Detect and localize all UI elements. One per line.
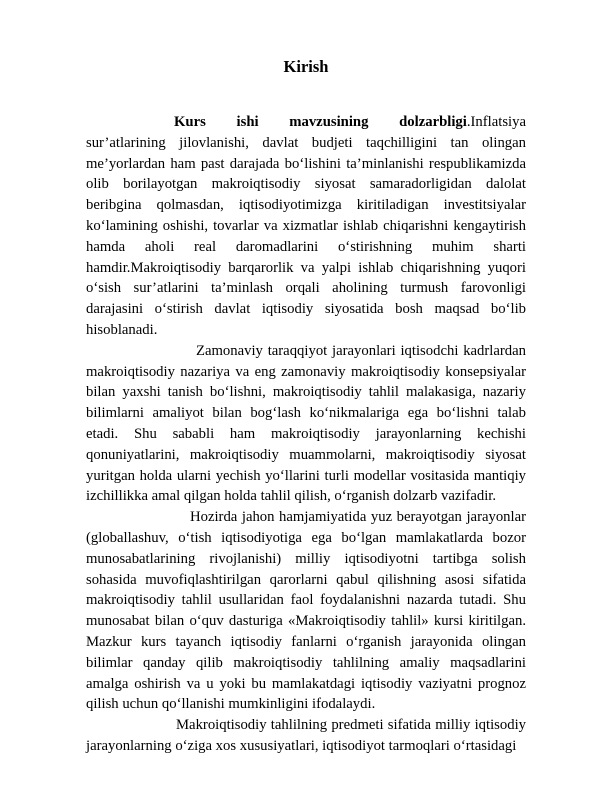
paragraph-3: Hozirda jahon hamjamiyatida yuz berayotgan jarayonlar (globallashuv, o‘tish iqtisodiyotiga ega bo‘lgan mamlakatlarda bozor munosabatlarining rivojlanishi) milliy iqtisodiyotni tartibga solish sohasida muvofiqlashtirilgan qarorlarni qabul qilishning asosi sifatida makroiqtisodiy tahlil usullaridan faol foydalanishni nazarda tutadi. Shu munosabat bilan o‘quv dasturiga «Makroiqtisodiy tahlil» kursi kiritilgan. Mazkur kurs tayanch iqtisodiy fanlarni o‘rganish jarayonida olingan bilimlar qanday qilib makroiqtisodiy tahlilning amaliy maqsadlarini amalga oshirish va u yoki bu mamlakatdagi iqtisodiy vaziyatni prognoz qilish uchun qo‘llanishi mumkinligini ifodalaydi.	[86, 509, 526, 713]
paragraph-1-text: .Inflatsiya sur’atlarining jilovlanishi, davlat budjeti taqchilligini tan olingan me’yorlardan ham past darajada bo‘lishini ta’minlanishi respublikamizda olib borilayotgan makroiqtisodiy siyosat samaradorligidan dalolat beribgina qolmasdan, iqtisodiyotimizga kiritiladigan investitsiyalar ko‘lamining oshishi, tovarlar va xizmatlar ishlab chiqarishni kengaytirish hamda aholi real daromadlarini o‘stirishning muhim sharti hamdir.Makroiqtisodiy barqarorlik va yalpi ishlab chiqarishning yuqori o‘sish sur’atlarini ta’minlash orqali aholining turmush farovonligi darajasini o‘stirish davlat iqtisodiy siyosatida bosh maqsad bo‘lib hisoblanadi.	[86, 114, 526, 338]
paragraph-2: Zamonaviy taraqqiyot jarayonlari iqtisodchi kadrlardan makroiqtisodiy nazariya va eng zamonaviy makroiqtisodiy konsepsiyalar bilan yaxshi tanish bo‘lishni, makroiqtisodiy tahlil malakasiga, nazariy bilimlarni amaliyot bilan bog‘lash ko‘nikmalariga ega bo‘lishni talab etadi. Shu sababli ham makroiqtisodiy jarayonlarning kechishi qonuniyatlarini, makroiqtisodiy muammolarni, makroiqtisodiy siyosat yuritgan holda ularni yechish yo‘llarini turli modellar vositasida mantiqiy izchillikka amal qilgan holda tahlil qilish, o‘rganish dolzarb vazifadir.	[86, 342, 526, 505]
paragraph-1-lead: Kurs ishi mavzusining dolzarbligi	[174, 114, 467, 130]
paragraph-4: Makroiqtisodiy tahlilning predmeti sifatida milliy iqtisodiy jarayonlarning o‘ziga xos xususiyatlari, iqtisodiyot tarmoqlari o‘rtasidagi	[86, 717, 526, 754]
document-body	[86, 112, 526, 757]
paragraph-1	[86, 112, 526, 341]
page-title: Kirish	[283, 57, 329, 76]
